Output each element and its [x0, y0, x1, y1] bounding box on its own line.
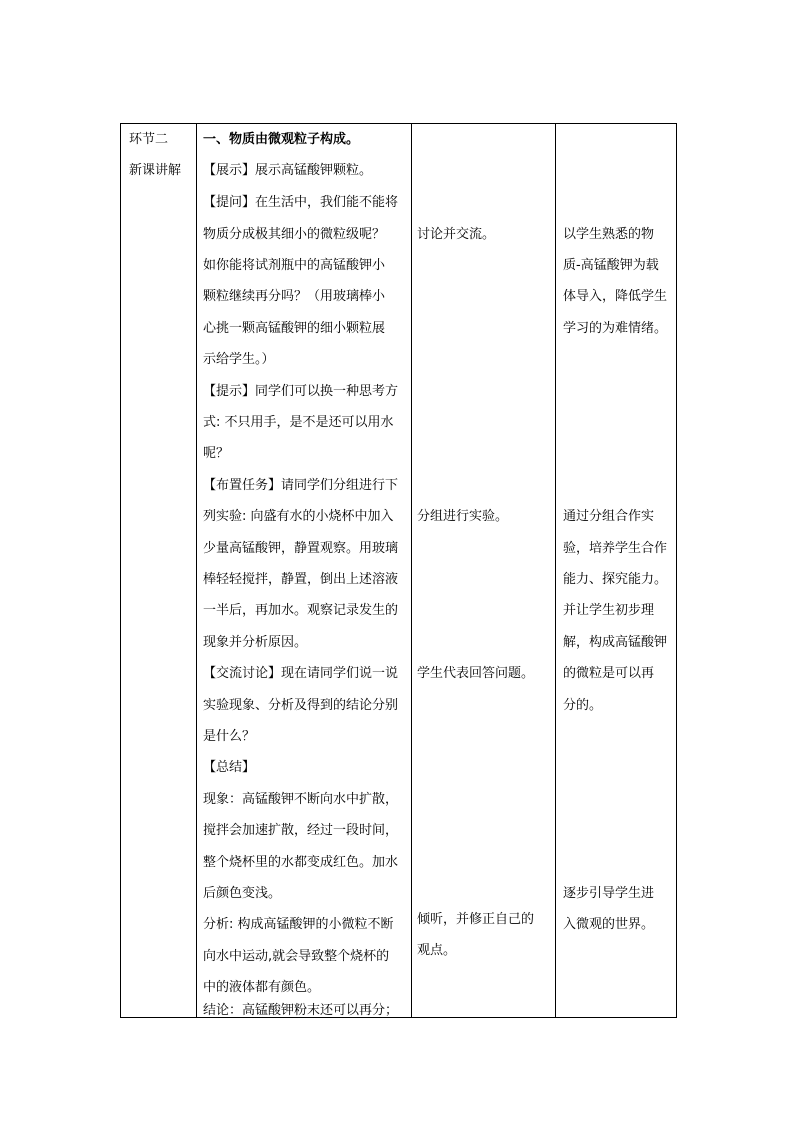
section-cell: [121, 124, 196, 1017]
text-line: 示给学生。）: [203, 352, 275, 367]
text-line: 体导入，降低学生: [563, 289, 668, 304]
section-heading: 一、物质由微观粒子构成。: [203, 132, 360, 147]
text-line: 搅拌会加速扩散，经过一段时间，: [203, 823, 399, 838]
text-line: 向水中运动,就会导致整个烧杯的: [203, 949, 390, 964]
text-line: 逐步引导学生进: [563, 886, 655, 901]
text-line: 学习的为难情绪。: [563, 321, 668, 336]
text-line: 颗粒继续再分吗？（用玻璃棒小: [203, 289, 386, 304]
text-line: 呢？: [203, 446, 230, 461]
text-line: 式: 不只用手，是不是还可以用水: [203, 415, 394, 430]
text-line: 验，培养学生合作: [563, 541, 668, 556]
text-line: 棒轻轻搅拌，静置，倒出上述溶液: [203, 572, 399, 587]
text-line: 整个烧杯里的水都变成红色。加水: [203, 855, 399, 870]
text-line: 【展示】展示高锰酸钾颗粒。: [203, 163, 373, 178]
design-intent-cell: [556, 124, 676, 1017]
text-line: 的微粒是可以再: [563, 666, 655, 681]
text-line: 【总结】: [203, 760, 256, 775]
text-line: 并让学生初步理: [563, 603, 655, 618]
text-line: 倾听，并修正自己的: [417, 912, 535, 927]
text-line: 【提示】同学们可以换一种思考方: [203, 384, 399, 399]
text-line: 是什么？: [203, 729, 256, 744]
text-line: 结论：高锰酸钾粉末还可以再分；: [203, 1003, 399, 1018]
text-line: 质-高锰酸钾为载: [563, 258, 659, 273]
text-line: 物质分成极其细小的微粒级呢？: [203, 227, 386, 242]
text-line: 观点。: [417, 943, 457, 958]
text-line: 分组进行实验。: [417, 509, 509, 524]
text-line: 通过分组合作实: [563, 509, 655, 524]
text-line: 中的液体都有颜色。: [203, 980, 321, 995]
text-line: 【布置任务】请同学们分组进行下: [203, 478, 399, 493]
text-line: 解，构成高锰酸钾: [563, 635, 668, 650]
text-line: 后颜色变浅。: [203, 886, 282, 901]
text-line: 现象：高锰酸钾不断向水中扩散，: [203, 792, 399, 807]
text-line: 实验现象、分析及得到的结论分别: [203, 698, 399, 713]
text-line: 分析: 构成高锰酸钾的小微粒不断: [203, 917, 394, 932]
text-line: 入微观的世界。: [563, 917, 655, 932]
text-line: 一半后，再加水。观察记录发生的: [203, 603, 399, 618]
section-label: 新课讲解: [129, 163, 182, 178]
text-line: 分的。: [563, 698, 603, 713]
text-line: 列实验: 向盛有水的小烧杯中加入: [203, 509, 394, 524]
text-line: 能力、探究能力。: [563, 572, 668, 587]
text-line: 学生代表回答问题。: [417, 666, 535, 681]
text-line: 讨论并交流。: [417, 227, 496, 242]
text-line: 心挑一颗高锰酸钾的细小颗粒展: [203, 321, 386, 336]
lesson-table: [120, 123, 677, 1018]
student-activity-cell: [412, 124, 555, 1017]
text-line: 【交流讨论】现在请同学们说一说: [203, 666, 399, 681]
text-line: 如你能将试剂瓶中的高锰酸钾小: [203, 258, 386, 273]
text-line: 以学生熟悉的物: [563, 227, 655, 242]
text-line: 少量高锰酸钾，静置观察。用玻璃: [203, 541, 399, 556]
section-label: 环节二: [129, 132, 169, 147]
teacher-activity-cell: [197, 124, 411, 1017]
text-line: 【提问】在生活中，我们能不能将: [203, 195, 399, 210]
text-line: 现象并分析原因。: [203, 635, 308, 650]
